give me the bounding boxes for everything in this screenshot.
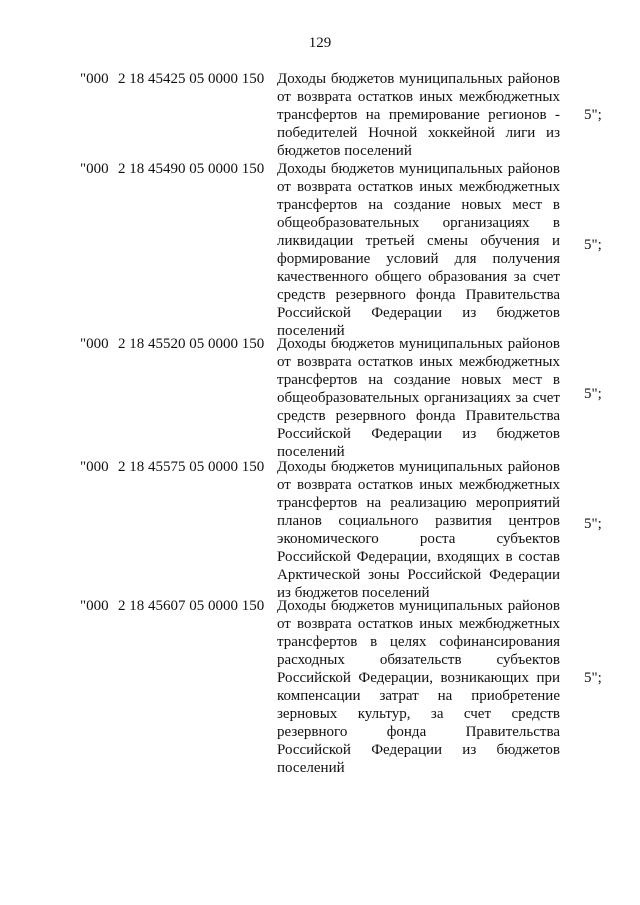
description-line: Доходы бюджетов муниципальных районов (277, 459, 560, 475)
description-line: трансфертов на создание новых мест в (277, 372, 560, 388)
entry-norm: 5"; (584, 670, 602, 686)
description-line: поселений (277, 323, 345, 339)
description-line: трансфертов на реализацию мероприятий (277, 495, 560, 511)
entry-description (277, 335, 560, 461)
budget-code: 2 18 45490 05 0000 150 (118, 161, 265, 177)
description-line: качественного общего образования за счет (277, 269, 560, 285)
description-line: поселений (277, 444, 345, 460)
entry-prefix: "000 (80, 161, 109, 177)
description-line: Российской Федерации, возникающих при (277, 670, 560, 686)
description-line: Доходы бюджетов муниципальных районов (277, 336, 560, 352)
description-line: формирование условий для получения (277, 251, 560, 267)
description-line: от возврата остатков иных межбюджетных (277, 354, 560, 370)
description-line: бюджетов поселений (277, 143, 412, 159)
description-line: резервного фонда Правительства (277, 724, 560, 740)
description-line: общеобразовательных организациях в (277, 215, 560, 231)
entry-prefix: "000 (80, 459, 109, 475)
budget-code: 2 18 45607 05 0000 150 (118, 598, 265, 614)
entry-norm: 5"; (584, 237, 602, 253)
entry-description (277, 597, 560, 777)
description-line: Российской Федерации из бюджетов (277, 426, 560, 442)
description-line: из бюджетов поселений (277, 585, 430, 601)
description-line: общеобразовательных организациях за счет (277, 390, 560, 406)
description-line: Арктической зоны Российской Федерации (277, 567, 560, 583)
entry-norm: 5"; (584, 516, 602, 532)
entry-norm: 5"; (584, 107, 602, 123)
entry-description (277, 70, 560, 160)
description-line: средств резервного фонда Правительства (277, 408, 560, 424)
description-line: Доходы бюджетов муниципальных районов (277, 598, 560, 614)
description-line: трансфертов на создание новых мест в (277, 197, 560, 213)
description-line: расходных обязательств субъектов (277, 652, 560, 668)
entry-norm: 5"; (584, 386, 602, 402)
description-line: поселений (277, 760, 345, 776)
description-line: экономического роста субъектов (277, 531, 560, 547)
budget-code: 2 18 45575 05 0000 150 (118, 459, 265, 475)
entry-description (277, 160, 560, 340)
description-line: от возврата остатков иных межбюджетных (277, 89, 560, 105)
description-line: от возврата остатков иных межбюджетных (277, 616, 560, 632)
page-number: 129 (308, 35, 332, 51)
description-line: ликвидации третьей смены обучения и (277, 233, 560, 249)
description-line: трансфертов в целях софинансирования (277, 634, 560, 650)
description-line: от возврата остатков иных межбюджетных (277, 179, 560, 195)
description-line: от возврата остатков иных межбюджетных (277, 477, 560, 493)
entry-prefix: "000 (80, 598, 109, 614)
description-line: планов социального развития центров (277, 513, 560, 529)
budget-code: 2 18 45425 05 0000 150 (118, 71, 265, 87)
description-line: Российской Федерации из бюджетов (277, 305, 560, 321)
entry-description (277, 458, 560, 602)
description-line: Российской Федерации из бюджетов (277, 742, 560, 758)
entry-prefix: "000 (80, 71, 109, 87)
description-line: Доходы бюджетов муниципальных районов (277, 161, 560, 177)
description-line: зерновых культур, за счет средств (277, 706, 560, 722)
description-line: Доходы бюджетов муниципальных районов (277, 71, 560, 87)
entry-prefix: "000 (80, 336, 109, 352)
description-line: Российской Федерации, входящих в состав (277, 549, 560, 565)
description-line: трансфертов на премирование регионов - (277, 107, 560, 123)
description-line: средств резервного фонда Правительства (277, 287, 560, 303)
budget-code: 2 18 45520 05 0000 150 (118, 336, 265, 352)
description-line: победителей Ночной хоккейной лиги из (277, 125, 560, 141)
description-line: компенсации затрат на приобретение (277, 688, 560, 704)
